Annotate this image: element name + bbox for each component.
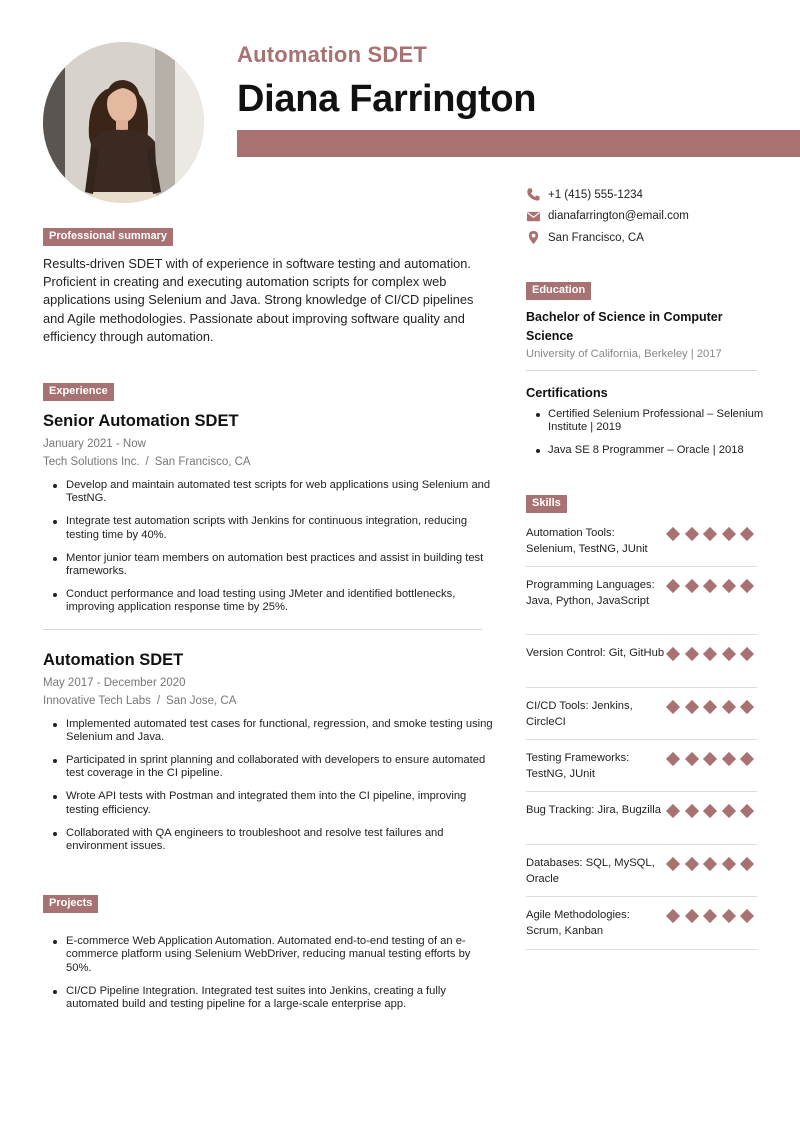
summary-text: Results-driven SDET with of experience in software testing and automation. Proficient in creating and executing automation scripts for complex web applications using Selenium and Java. Strong knowledge of CI/CD pipelines and Agile methodologies. Passionate about improving software quality and efficiency through automation. [43,256,474,344]
skill-rating [667,698,757,713]
skill-name: CI/CD Tools: Jenkins, CircleCI [526,700,633,728]
rating-diamond-icon [703,857,717,871]
job-dates: May 2017 - December 2020 [43,676,186,689]
education-degree: Bachelor of Science in Computer Science [526,310,723,343]
skill-row [526,897,757,950]
education-section [526,280,757,371]
skill-rating [667,855,757,870]
summary-section-label: Professional summary [43,228,173,246]
job-bullet: Develop and maintain automated test scripts for web applications using Selenium and TestNG. [43,479,498,506]
job-bullet: Implemented automated test cases for functional, regression, and smoke testing using Selenium and Java. [43,718,498,745]
job-bullet: Conduct performance and load testing using JMeter and identified bottlenecks, improving application response time by 25%. [43,588,498,615]
rating-diamond-icon [721,700,735,714]
job-entry [43,412,498,615]
profile-photo [43,42,204,203]
rating-diamond-icon [703,752,717,766]
experience-section [43,381,498,863]
job-divider [43,629,482,630]
skill-rating [667,750,757,765]
candidate-name: Diana Farrington [237,78,537,120]
rating-diamond-icon [721,804,735,818]
job-dates: January 2021 - Now [43,438,146,450]
contact-email [526,206,786,228]
job-company: Innovative Tech Labs [43,694,151,707]
rating-diamond-icon [740,579,754,593]
rating-diamond-icon [703,647,717,661]
skill-name: Version Control: Git, GitHub [526,647,665,659]
rating-diamond-icon [684,752,698,766]
rating-diamond-icon [684,700,698,714]
summary-section [43,226,498,346]
rating-diamond-icon [740,647,754,661]
header-accent-bar [237,130,800,157]
rating-diamond-icon [666,647,680,661]
rating-diamond-icon [703,700,717,714]
certification-item: Certified Selenium Professional – Selenium Institute | 2019 [526,408,776,434]
rating-diamond-icon [703,527,717,541]
rating-diamond-icon [721,909,735,923]
certifications-heading: Certifications [526,385,608,400]
rating-diamond-icon [684,857,698,871]
rating-diamond-icon [721,647,735,661]
skill-rating [667,525,757,540]
rating-diamond-icon [666,804,680,818]
location-pin-icon [526,230,541,245]
skill-name: Automation Tools: Selenium, TestNG, JUnit [526,527,648,555]
skill-name: Databases: SQL, MySQL, Oracle [526,857,655,885]
job-bullet: Integrate test automation scripts with Jenkins for continuous integration, reducing testing time by 40%. [43,515,498,542]
skills-section-label: Skills [526,495,567,513]
project-item: CI/CD Pipeline Integration. Integrated test suites into Jenkins, creating a fully automated build and testing pipeline for a large-scale enterprise app. [43,985,498,1012]
skill-row [526,515,757,567]
rating-diamond-icon [740,804,754,818]
job-location: San Jose, CA [166,694,237,707]
skill-row [526,792,757,845]
job-bullets [43,479,498,615]
phone-icon [526,187,541,202]
rating-diamond-icon [721,527,735,541]
rating-diamond-icon [721,857,735,871]
skill-name: Bug Tracking: Jira, Bugzilla [526,804,661,816]
rating-diamond-icon [721,579,735,593]
skill-rating [667,577,757,592]
job-bullets [43,718,498,854]
certification-list [526,408,776,457]
rating-diamond-icon [703,579,717,593]
project-item: E-commerce Web Application Automation. Automated end-to-end testing of an e-commerce platform using Selenium WebDriver, reducing manual testing efforts by 50%. [43,935,498,975]
job-company-line: Tech Solutions Inc. / San Francisco, CA [43,456,251,468]
skill-row [526,635,757,688]
project-list [43,935,498,1012]
skills-section [526,493,757,950]
certification-item: Java SE 8 Programmer – Oracle | 2018 [526,444,776,457]
rating-diamond-icon [740,527,754,541]
rating-diamond-icon [740,857,754,871]
skill-rating [667,645,757,660]
rating-diamond-icon [666,579,680,593]
rating-diamond-icon [684,909,698,923]
rating-diamond-icon [740,752,754,766]
rating-diamond-icon [666,752,680,766]
rating-diamond-icon [666,909,680,923]
education-school: University of California, Berkeley | 2017 [526,348,722,360]
profile-photo-image [43,42,204,203]
certifications-section [526,385,764,467]
job-company: Tech Solutions Inc. [43,456,140,468]
rating-diamond-icon [666,700,680,714]
rating-diamond-icon [666,527,680,541]
job-title: Automation SDET [43,650,184,669]
rating-diamond-icon [721,752,735,766]
skill-rating [667,907,757,922]
contact-location [526,227,786,249]
job-bullet: Wrote API tests with Postman and integrated them into the CI pipeline, improving testing efficiency. [43,790,498,817]
email-address: dianafarrington@email.com [548,210,689,223]
job-bullet: Collaborated with QA engineers to troubleshoot and resolve test failures and environment issues. [43,827,498,854]
projects-section [43,893,498,1021]
rating-diamond-icon [666,857,680,871]
job-company-line: Innovative Tech Labs / San Jose, CA [43,694,237,707]
skill-name: Programming Languages: Java, Python, JavaScript [526,579,655,607]
education-divider [526,370,757,371]
rating-diamond-icon [684,579,698,593]
skill-list [526,515,757,950]
job-entry [43,651,498,854]
skill-row [526,688,757,740]
skill-row [526,740,757,792]
job-location: San Francisco, CA [154,456,251,468]
skill-name: Testing Frameworks: TestNG, JUnit [526,752,630,780]
rating-diamond-icon [684,647,698,661]
education-section-label: Education [526,282,591,300]
skill-row [526,845,757,897]
experience-section-label: Experience [43,383,114,401]
projects-section-label: Projects [43,895,98,913]
rating-diamond-icon [703,909,717,923]
job-bullet: Mentor junior team members on automation best practices and assist in building test frameworks. [43,552,498,579]
contact-phone [526,184,786,206]
skill-row [526,567,757,635]
location-text: San Francisco, CA [548,231,644,244]
phone-number: +1 (415) 555-1234 [548,188,643,201]
rating-diamond-icon [740,909,754,923]
rating-diamond-icon [703,804,717,818]
skill-name: Agile Methodologies: Scrum, Kanban [526,909,630,937]
rating-diamond-icon [740,700,754,714]
job-bullet: Participated in sprint planning and collaborated with developers to ensure automated test coverage in the CI pipeline. [43,754,498,781]
rating-diamond-icon [684,804,698,818]
job-title: Senior Automation SDET [43,412,239,430]
rating-diamond-icon [684,527,698,541]
skill-rating [667,802,757,817]
job-role-title: Automation SDET [237,42,427,67]
contact-info [526,184,786,249]
email-icon [526,209,541,224]
